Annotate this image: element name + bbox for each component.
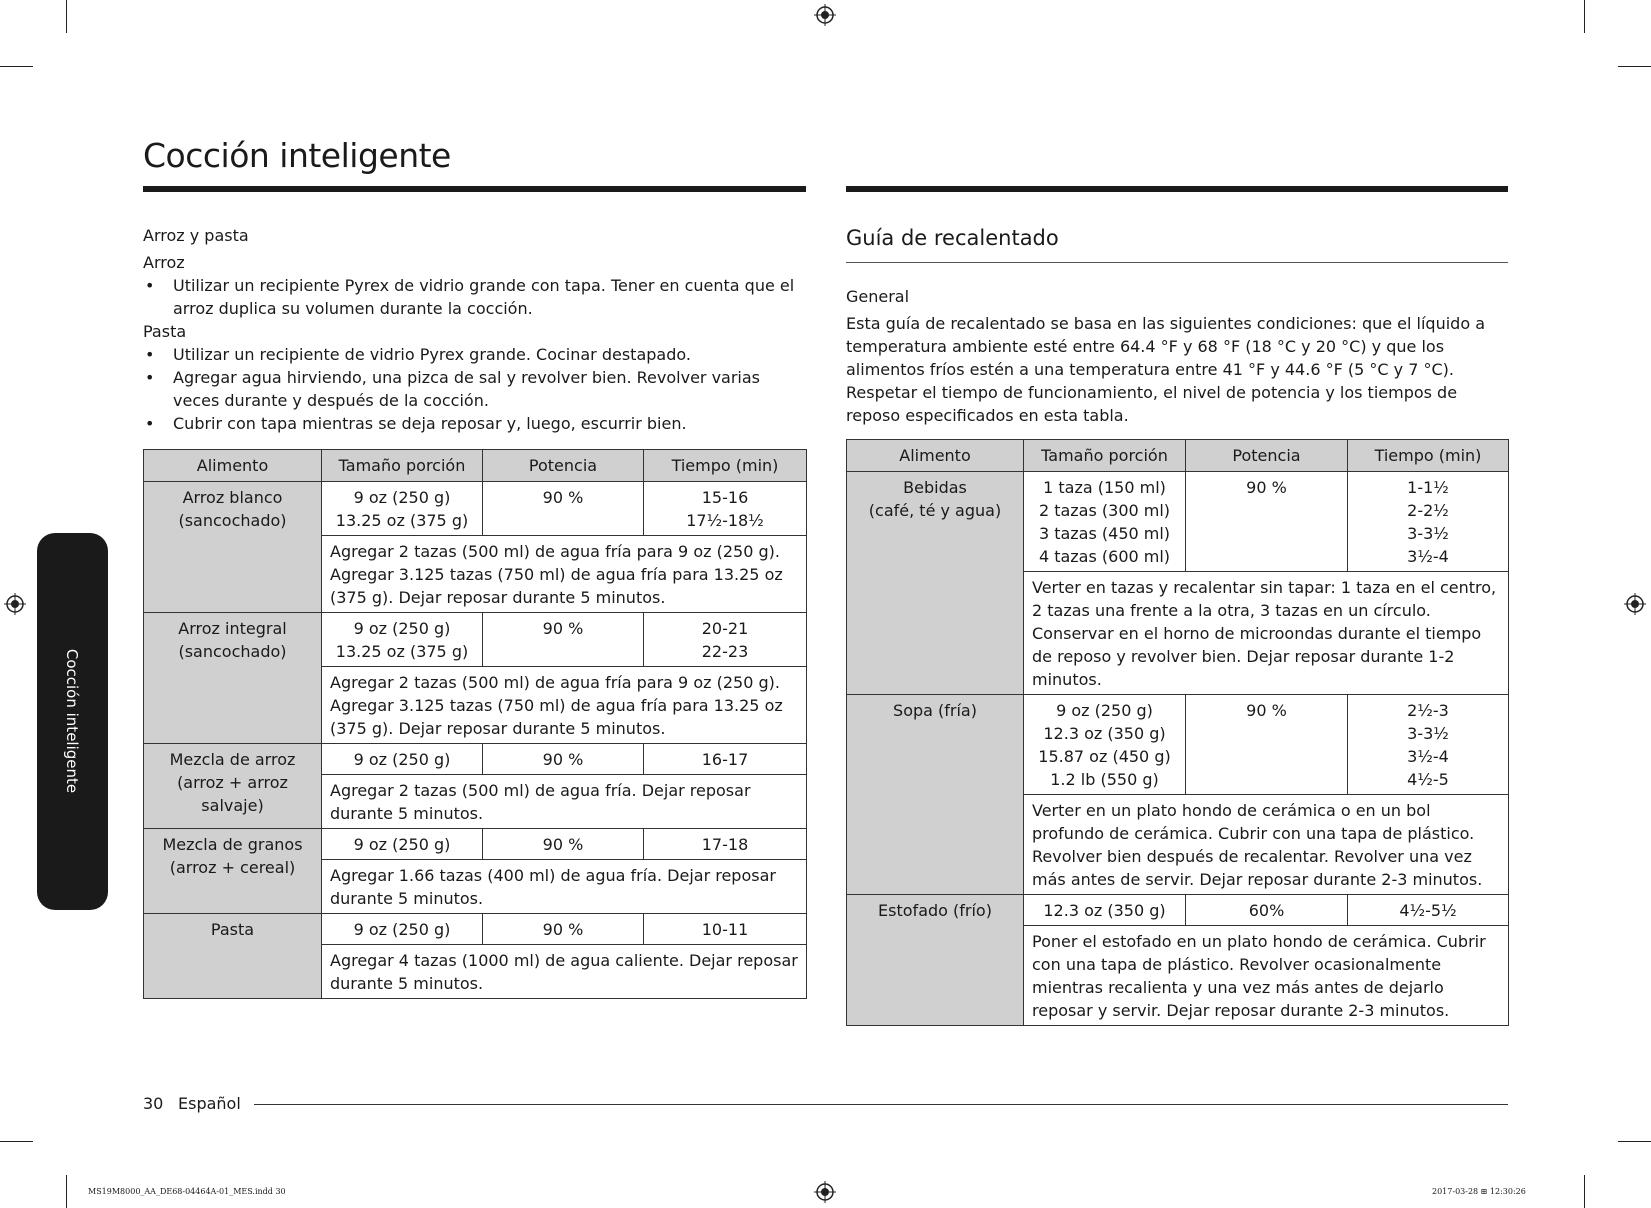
note-cell: Agregar 2 tazas (500 ml) de agua fría para 9 oz (250 g). Agregar 3.125 tazas (750 ml) de agua fría para 13.25 oz (375 g). Dejar reposar durante 5 minutos. <box>322 536 807 613</box>
portion-cell: 1 taza (150 ml) 2 tazas (300 ml) 3 tazas (450 ml) 4 tazas (600 ml) <box>1024 472 1186 572</box>
intro-paragraph: Esta guía de recalentado se basa en las siguientes condiciones: que el líquido a temperatura ambiente esté entre 64.4 °F y 68 °F (18 °C y 20 °C) y que los alimentos fríos estén a una temperatura entre 41 °F y 44.6 °F (5 °C y 7 °C). Respetar el tiempo de funcionamiento, el nivel de potencia y los tiempos de reposo especificados en esta tabla. <box>846 314 1486 425</box>
time-cell: 2½-3 3-3½ 3½-4 4½-5 <box>1348 695 1509 795</box>
column-header: Potencia <box>1186 440 1348 472</box>
portion-cell: 12.3 oz (350 g) <box>1024 895 1186 926</box>
time-cell: 4½-5½ <box>1348 895 1509 926</box>
food-cell: Mezcla de arroz (arroz + arroz salvaje) <box>144 744 322 829</box>
portion-cell: 9 oz (250 g) <box>322 829 483 860</box>
note-cell: Agregar 2 tazas (500 ml) de agua fría para 9 oz (250 g). Agregar 3.125 tazas (750 ml) de agua fría para 13.25 oz (375 g). Dejar reposar durante 5 minutos. <box>322 667 807 744</box>
note-cell: Verter en un plato hondo de cerámica o en un bol profundo de cerámica. Cubrir con una tapa de plástico. Revolver bien después de recalentar. Revolver una vez más antes de servir. Dejar reposar durante 2-3 minutos. <box>1024 795 1509 895</box>
crop-mark <box>66 0 67 33</box>
side-tab-label: Cocción inteligente <box>63 648 81 794</box>
print-slug-left: MS19M8000_AA_DE68-04464A-01_MES.indd 30 <box>88 1187 286 1196</box>
column-header: Potencia <box>483 450 644 482</box>
time-cell: 17-18 <box>644 829 807 860</box>
power-cell: 90 % <box>483 829 644 860</box>
table-row <box>144 914 807 945</box>
food-cell: Arroz integral (sancochado) <box>144 613 322 744</box>
crop-mark <box>0 1141 33 1142</box>
registration-mark-icon <box>814 4 836 26</box>
power-cell: 90 % <box>1186 695 1348 795</box>
power-cell: 90 % <box>1186 472 1348 572</box>
note-cell: Agregar 1.66 tazas (400 ml) de agua fría. Dejar reposar durante 5 minutos. <box>322 860 807 914</box>
food-cell: Estofado (frío) <box>847 895 1024 1026</box>
portion-cell: 9 oz (250 g) 13.25 oz (375 g) <box>322 482 483 536</box>
power-cell: 90 % <box>483 482 644 536</box>
rice-pasta-section <box>143 224 806 999</box>
column-header: Alimento <box>144 450 322 482</box>
crop-mark <box>66 1175 67 1208</box>
language-label: Español <box>178 1094 241 1113</box>
footer-rule <box>254 1104 1508 1105</box>
rice-bullets <box>143 274 806 320</box>
crop-mark <box>1618 66 1651 67</box>
rice-label: Arroz <box>143 253 185 272</box>
section-title: Guía de recalentado <box>846 224 1508 263</box>
time-cell: 16-17 <box>644 744 807 775</box>
print-slug-right: 2017-03-28 ⊞ 12:30:26 <box>1432 1187 1526 1196</box>
column-header: Tiempo (min) <box>1348 440 1509 472</box>
note-cell: Agregar 4 tazas (1000 ml) de agua caliente. Dejar reposar durante 5 minutos. <box>322 945 807 999</box>
column-header: Tamaño porción <box>322 450 483 482</box>
page-title: Cocción inteligente <box>143 136 451 175</box>
reheat-table <box>846 439 1509 1026</box>
table-row <box>847 695 1509 795</box>
note-cell: Poner el estofado en un plato hondo de cerámica. Cubrir con una tapa de plástico. Revolver ocasionalmente mientras recalienta y una vez más antes de dejarlo reposar y servir. Dejar reposar durante 2-3 minutos. <box>1024 926 1509 1026</box>
crop-mark <box>1584 1175 1585 1208</box>
food-cell: Bebidas (café, té y agua) <box>847 472 1024 695</box>
general-heading: General <box>846 287 910 306</box>
table-header-row <box>847 440 1509 472</box>
registration-mark-icon <box>814 1181 836 1203</box>
rice-pasta-table <box>143 449 807 999</box>
food-cell: Sopa (fría) <box>847 695 1024 895</box>
food-cell: Mezcla de granos (arroz + cereal) <box>144 829 322 914</box>
column-header: Tamaño porción <box>1024 440 1186 472</box>
time-cell: 1-1½ 2-2½ 3-3½ 3½-4 <box>1348 472 1509 572</box>
portion-cell: 9 oz (250 g) <box>322 744 483 775</box>
rice-pasta-heading: Arroz y pasta <box>143 226 249 245</box>
table-row <box>144 829 807 860</box>
pasta-label: Pasta <box>143 322 187 341</box>
crop-mark <box>0 66 33 67</box>
crop-mark <box>1584 0 1585 33</box>
bullet-item: • Utilizar un recipiente de vidrio Pyrex grande. Cocinar destapado. <box>143 343 806 366</box>
bullet-item: • Agregar agua hirviendo, una pizca de sal y revolver bien. Revolver varias veces durante y después de la cocción. <box>143 366 806 412</box>
column-header: Alimento <box>847 440 1024 472</box>
reheat-guide-section <box>846 224 1508 1026</box>
table-row <box>144 744 807 775</box>
power-cell: 60% <box>1186 895 1348 926</box>
portion-cell: 9 oz (250 g) <box>322 914 483 945</box>
food-cell: Arroz blanco (sancochado) <box>144 482 322 613</box>
bullet-item: • Cubrir con tapa mientras se deja reposar y, luego, escurrir bien. <box>143 412 806 435</box>
table-row <box>144 482 807 536</box>
title-rule-right <box>846 186 1508 192</box>
registration-mark-icon <box>1624 593 1646 615</box>
time-cell: 15-16 17½-18½ <box>644 482 807 536</box>
table-row <box>144 613 807 667</box>
power-cell: 90 % <box>483 613 644 667</box>
registration-mark-icon <box>4 593 26 615</box>
crop-mark <box>1618 1141 1651 1142</box>
note-cell: Verter en tazas y recalentar sin tapar: 1 taza en el centro, 2 tazas una frente a la otra, 3 tazas en un círculo. Conservar en el horno de microondas durante el tiempo de reposo y revolver bien. Dejar reposar durante 1-2 minutos. <box>1024 572 1509 695</box>
time-cell: 20-21 22-23 <box>644 613 807 667</box>
column-header: Tiempo (min) <box>644 450 807 482</box>
portion-cell: 9 oz (250 g) 13.25 oz (375 g) <box>322 613 483 667</box>
food-cell: Pasta <box>144 914 322 999</box>
table-row <box>847 472 1509 572</box>
table-row <box>847 895 1509 926</box>
power-cell: 90 % <box>483 744 644 775</box>
page-number: 30 <box>143 1094 164 1113</box>
note-cell: Agregar 2 tazas (500 ml) de agua fría. Dejar reposar durante 5 minutos. <box>322 775 807 829</box>
bullet-item: • Utilizar un recipiente Pyrex de vidrio grande con tapa. Tener en cuenta que el arroz duplica su volumen durante la cocción. <box>143 274 806 320</box>
portion-cell: 9 oz (250 g) 12.3 oz (350 g) 15.87 oz (450 g) 1.2 lb (550 g) <box>1024 695 1186 795</box>
time-cell: 10-11 <box>644 914 807 945</box>
pasta-bullets <box>143 343 806 435</box>
table-header-row <box>144 450 807 482</box>
power-cell: 90 % <box>483 914 644 945</box>
title-rule-left <box>143 186 806 192</box>
